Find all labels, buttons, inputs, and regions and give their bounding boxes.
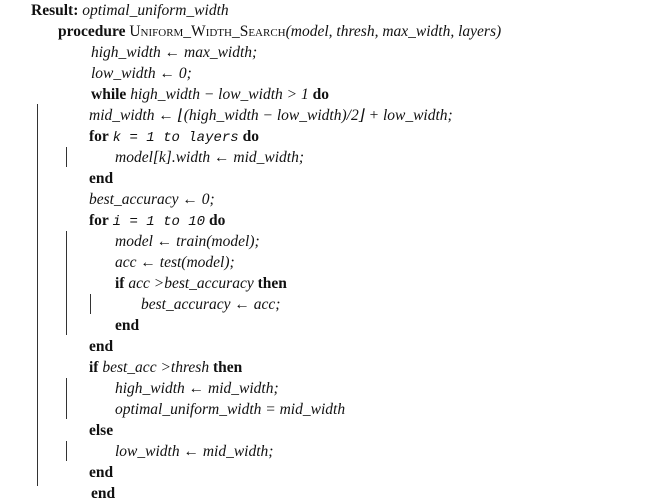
for-layers-line bbox=[89, 127, 259, 148]
while-line bbox=[91, 85, 329, 105]
line-train-model: model ← train(model); bbox=[115, 233, 260, 250]
procedure-line bbox=[58, 22, 501, 42]
line-best-accuracy-update: best_accuracy ← acc; bbox=[141, 296, 281, 313]
line-best-accuracy-init: best_accuracy ← 0; bbox=[89, 191, 215, 208]
if-acc-line bbox=[115, 274, 287, 294]
procedure-args: (model, thresh, max_width, layers) bbox=[285, 23, 502, 40]
end-for-layers: end bbox=[89, 170, 114, 187]
result-line bbox=[31, 1, 229, 21]
for-layers-body-bar bbox=[66, 147, 67, 167]
while-condition: high_width − low_width > 1 bbox=[130, 86, 309, 103]
for-keyword: for bbox=[89, 128, 109, 145]
procedure-name: Uniform_Width_Search bbox=[129, 23, 286, 40]
then-keyword: then bbox=[257, 275, 287, 292]
if-acc-body-bar bbox=[90, 294, 91, 314]
result-value: optimal_uniform_width bbox=[82, 2, 229, 19]
if-keyword: if bbox=[115, 275, 125, 292]
for-do-keyword: do bbox=[242, 128, 259, 145]
for-iter-keyword: for bbox=[89, 212, 109, 229]
line-high-width-update: high_width ← mid_width; bbox=[115, 380, 279, 397]
procedure-keyword: procedure bbox=[58, 23, 126, 40]
if-acc-condition: acc >best_accuracy bbox=[128, 275, 254, 292]
end-if-thresh: end bbox=[89, 464, 114, 481]
while-body-bar bbox=[37, 104, 38, 486]
for-layers-range: k = 1 to layers bbox=[112, 130, 239, 146]
line-high-width-init: high_width ← max_width; bbox=[91, 44, 258, 61]
else-body-bar bbox=[66, 441, 67, 461]
then-thresh-keyword: then bbox=[212, 359, 243, 376]
line-low-width-init: low_width ← 0; bbox=[91, 65, 192, 82]
while-do-keyword: do bbox=[312, 86, 329, 103]
line-optimal-width-assign: optimal_uniform_width = mid_width bbox=[115, 401, 346, 418]
if-thresh-condition: best_acc >thresh bbox=[102, 359, 210, 376]
line-low-width-update: low_width ← mid_width; bbox=[115, 443, 274, 460]
result-label: Result: bbox=[31, 2, 79, 19]
line-mid-width: mid_width ← ⌊(high_width − low_width)/2⌋ + low_width; bbox=[89, 107, 453, 124]
if-thresh-keyword: if bbox=[89, 359, 99, 376]
for-iter-do-keyword: do bbox=[208, 212, 226, 229]
end-while: end bbox=[91, 485, 116, 502]
while-keyword: while bbox=[91, 86, 127, 103]
for-iter-range: i = 1 to 10 bbox=[112, 214, 206, 230]
for-iter-line bbox=[89, 211, 225, 232]
end-for-iter: end bbox=[89, 338, 114, 355]
else-keyword: else bbox=[89, 422, 114, 439]
line-set-layer-width: model[k].width ← mid_width; bbox=[115, 149, 305, 166]
for-iter-body-bar bbox=[66, 231, 67, 335]
if-thresh-body-bar bbox=[66, 378, 67, 419]
end-if-acc: end bbox=[115, 317, 140, 334]
line-test-model: acc ← test(model); bbox=[115, 254, 235, 271]
if-thresh-line bbox=[89, 358, 242, 378]
